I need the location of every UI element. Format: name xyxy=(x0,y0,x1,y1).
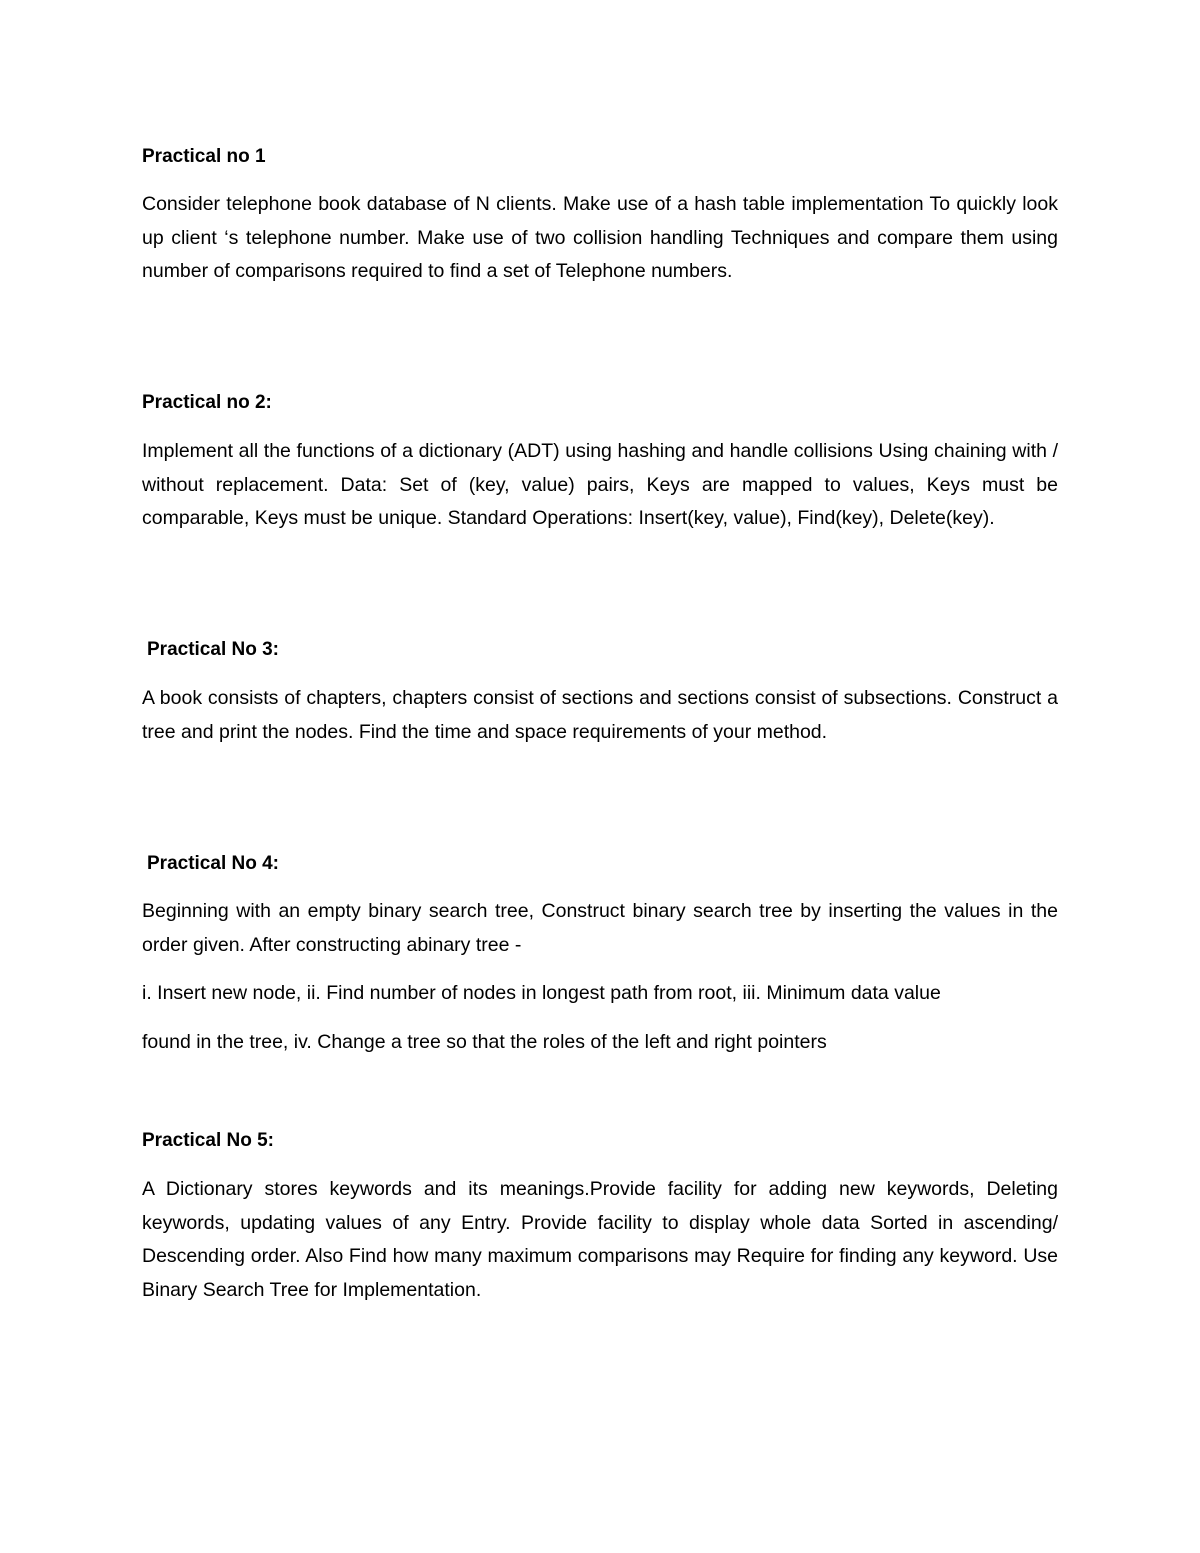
practical-2-title: Practical no 2: xyxy=(142,392,272,413)
practical-2-body-block xyxy=(142,435,1058,536)
practical-4-line-2: found in the tree, iv. Change a tree so that the roles of the left and right pointers xyxy=(142,1031,827,1053)
practical-5-title: Practical No 5: xyxy=(142,1130,274,1151)
practical-1-section xyxy=(142,144,1058,170)
practical-5-body: A Dictionary stores keywords and its meanings.Provide facility for adding new keywords, Deleting keywords, updating values of any Entry. Provide facility to display whole data Sorted in ascending/ Descending order. Also Find how many maximum comparisons may Require for finding any keyword. Use Binary Search Tree for Implementation. xyxy=(142,1178,1058,1301)
practical-3-body: A book consists of chapters, chapters consist of sections and sections consist of subsections. Construct a tree and print the nodes. Find the time and space requirements of your method. xyxy=(142,687,1058,743)
practical-4-title: Practical No 4: xyxy=(147,853,279,874)
practical-4-body: Beginning with an empty binary search tree, Construct binary search tree by inserting the values in the order given. After constructing abinary tree - xyxy=(142,900,1058,956)
practical-4-line-1-block xyxy=(142,977,1058,1011)
practical-3-body-block xyxy=(142,682,1058,749)
practical-3-title: Practical No 3: xyxy=(147,639,279,660)
practical-5-section xyxy=(142,1128,1058,1154)
practical-5-body-block xyxy=(142,1173,1058,1307)
practical-2-section xyxy=(142,390,1058,416)
practical-4-section xyxy=(142,851,1058,877)
practical-4-line-1: i. Insert new node, ii. Find number of nodes in longest path from root, iii. Minimum data value xyxy=(142,982,941,1004)
practical-1-body-block xyxy=(142,188,1058,289)
practical-4-body-block xyxy=(142,895,1058,962)
practical-3-section xyxy=(142,637,1058,663)
practical-4-line-2-block xyxy=(142,1026,1058,1060)
practical-1-title: Practical no 1 xyxy=(142,146,266,167)
practical-1-body: Consider telephone book database of N clients. Make use of a hash table implementation To quickly look up client ‘s telephone number. Make use of two collision handling Techniques and compare them using number of comparisons required to find a set of Telephone numbers. xyxy=(142,193,1058,282)
practical-2-body: Implement all the functions of a dictionary (ADT) using hashing and handle collisions Using chaining with / without replacement. Data: Set of (key, value) pairs, Keys are mapped to values, Keys must be comparable, Keys must be unique. Standard Operations: Insert(key, value), Find(key), Delete(key). xyxy=(142,440,1058,529)
